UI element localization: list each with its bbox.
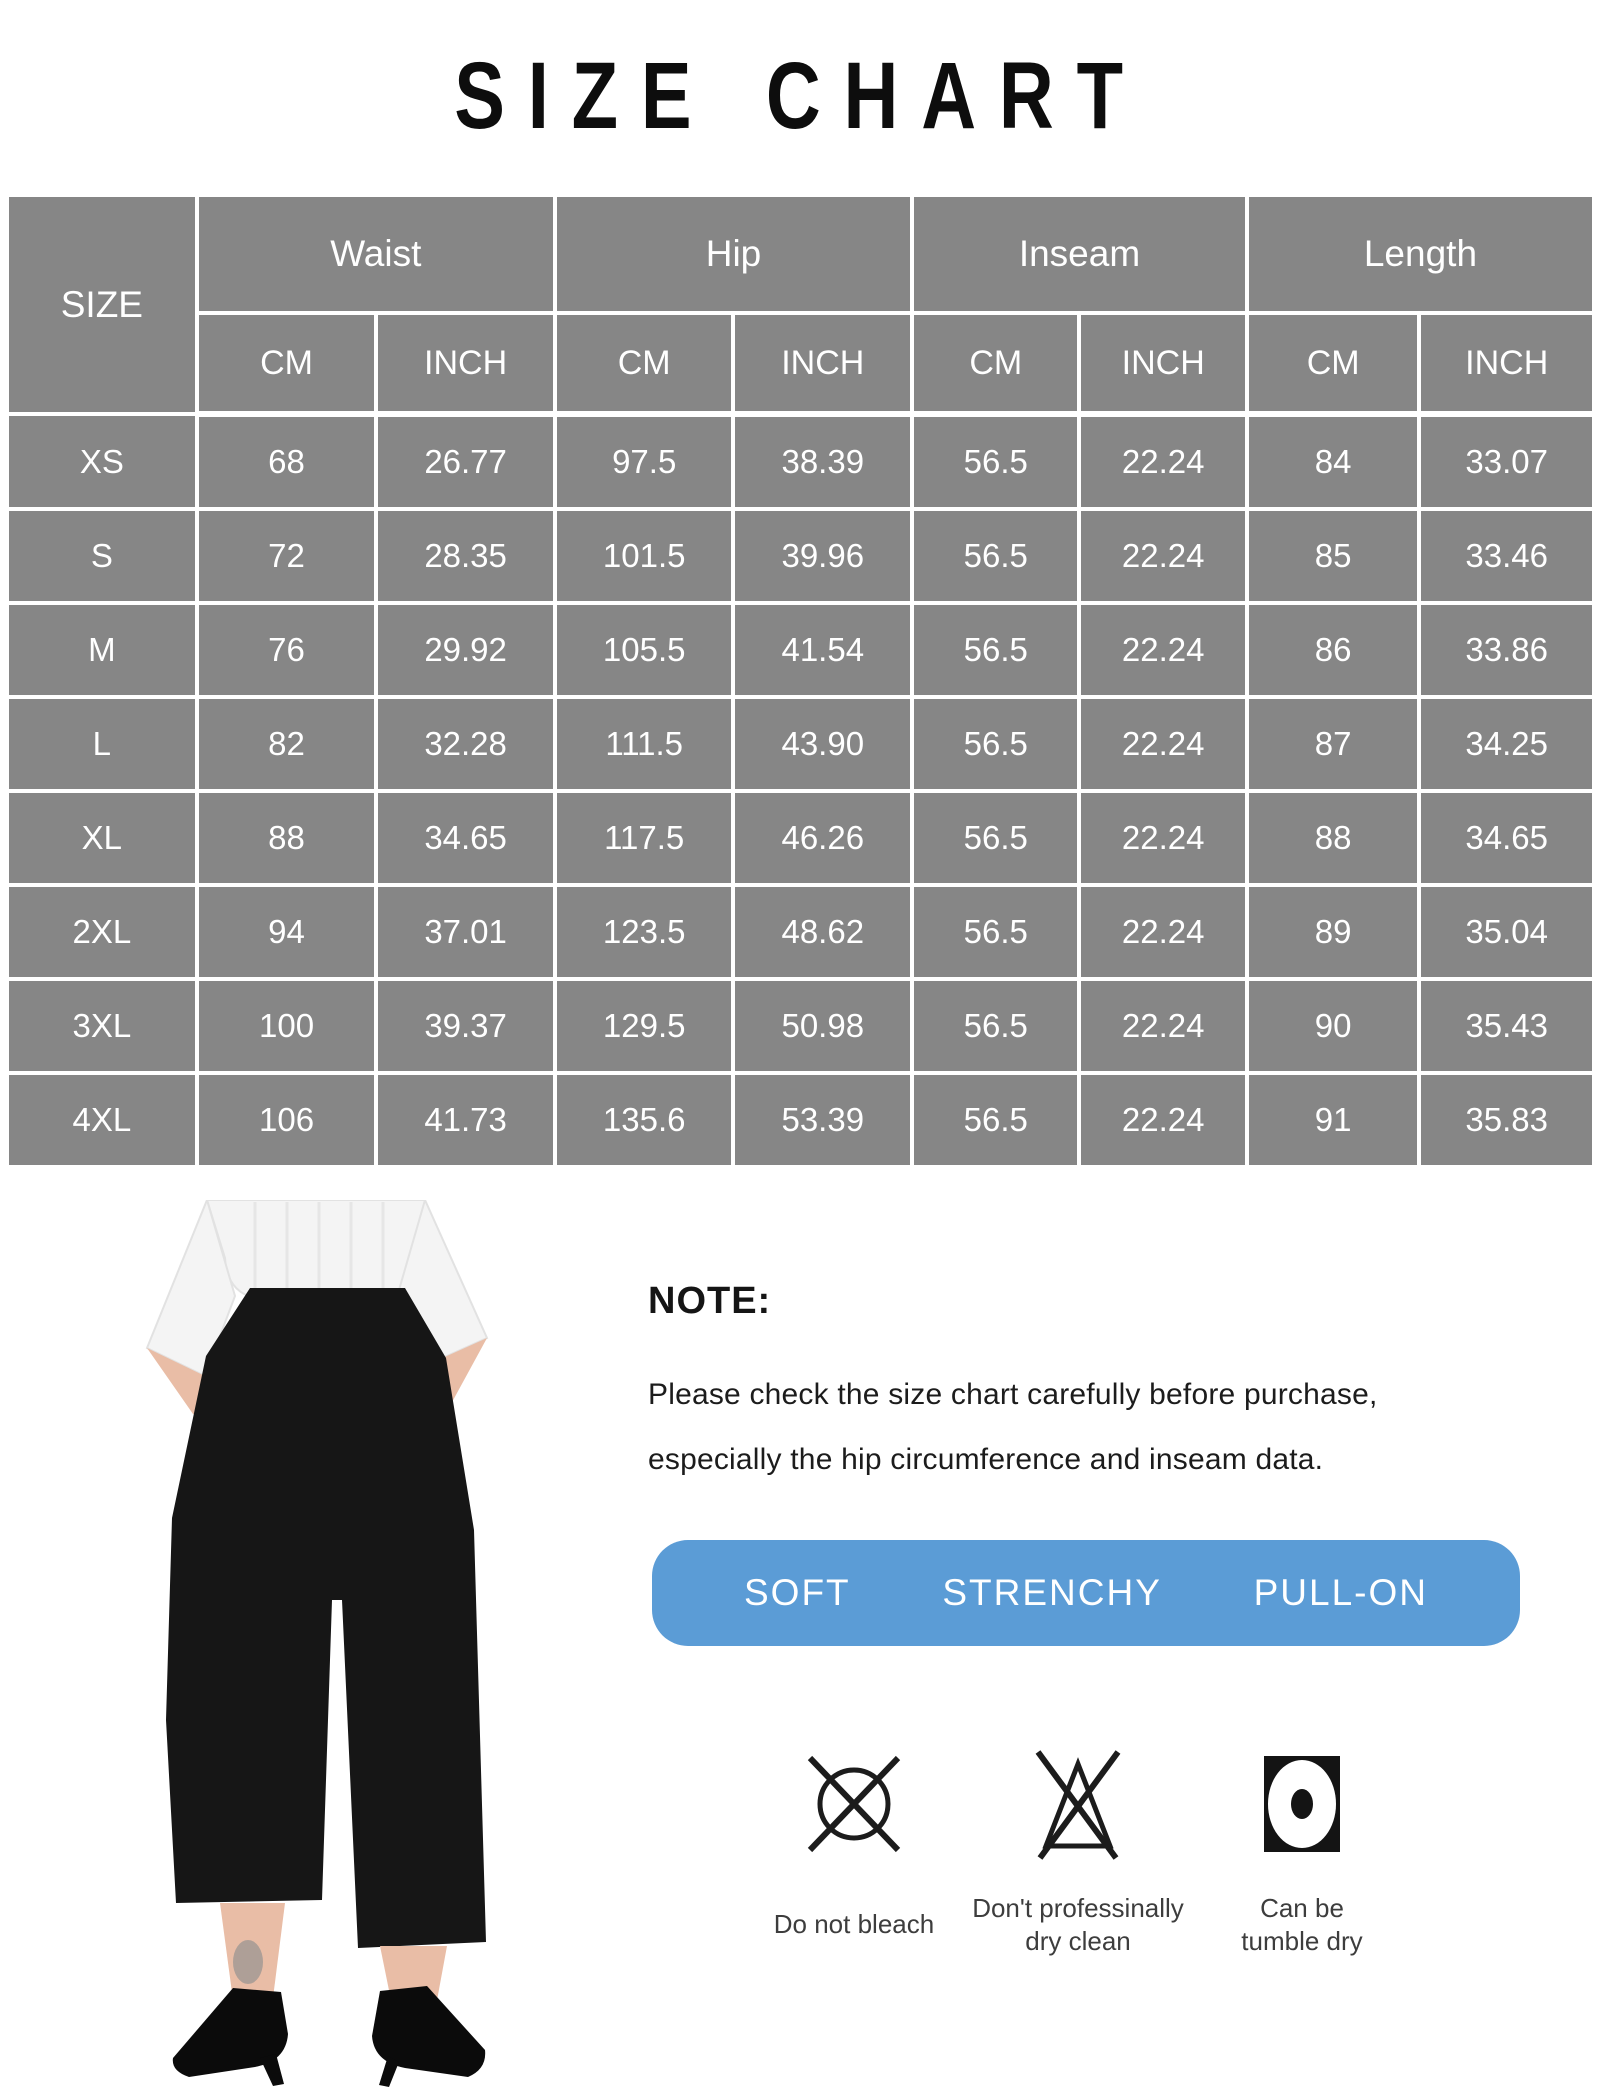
care-item-dry-clean <box>966 1742 1190 1958</box>
value-cell: 56.5 <box>912 603 1079 697</box>
value-cell: 123.5 <box>555 885 734 979</box>
value-cell: 22.24 <box>1079 885 1246 979</box>
black-culottes-pants <box>166 1288 486 1948</box>
care-caption-line: tumble dry <box>1241 1926 1363 1956</box>
model-photo <box>55 1200 555 2090</box>
value-cell: 33.07 <box>1419 414 1592 509</box>
care-instructions-row <box>742 1742 1414 1958</box>
care-caption-line: Don't professinally <box>972 1893 1184 1923</box>
group-header-length: Length <box>1247 197 1592 313</box>
value-cell: 38.39 <box>733 414 912 509</box>
value-cell: 76 <box>197 603 377 697</box>
care-caption-line: Do not bleach <box>773 1909 935 1939</box>
unit-header: CM <box>555 313 734 414</box>
value-cell: 56.5 <box>912 885 1079 979</box>
black-heels <box>173 1986 485 2087</box>
unit-header: INCH <box>1079 313 1246 414</box>
size-cell: L <box>9 697 197 791</box>
value-cell: 35.04 <box>1419 885 1592 979</box>
value-cell: 41.73 <box>376 1073 555 1165</box>
group-header-hip: Hip <box>555 197 912 313</box>
table-unit-header-row <box>9 313 1592 414</box>
value-cell: 35.43 <box>1419 979 1592 1073</box>
feature-label-soft: SOFT <box>744 1572 851 1613</box>
value-cell: 32.28 <box>376 697 555 791</box>
value-cell: 129.5 <box>555 979 734 1073</box>
care-caption-line: dry clean <box>1025 1926 1131 1956</box>
table-row-xl <box>9 791 1592 885</box>
value-cell: 26.77 <box>376 414 555 509</box>
value-cell: 85 <box>1247 509 1420 603</box>
value-cell: 94 <box>197 885 377 979</box>
note-text-line2: especially the hip circumference and inseam data. <box>648 1443 1324 1476</box>
table-row-m <box>9 603 1592 697</box>
size-cell: 4XL <box>9 1073 197 1165</box>
size-cell: XL <box>9 791 197 885</box>
unit-header: INCH <box>733 313 912 414</box>
size-chart-table <box>9 197 1592 1165</box>
ankle-tattoo <box>233 1940 263 1984</box>
value-cell: 46.26 <box>733 791 912 885</box>
unit-header: INCH <box>1419 313 1592 414</box>
group-header-waist: Waist <box>197 197 555 313</box>
unit-header: INCH <box>376 313 555 414</box>
value-cell: 39.37 <box>376 979 555 1073</box>
feature-label-strenchy: STRENCHY <box>942 1572 1162 1613</box>
value-cell: 56.5 <box>912 509 1079 603</box>
value-cell: 135.6 <box>555 1073 734 1165</box>
value-cell: 117.5 <box>555 791 734 885</box>
value-cell: 41.54 <box>733 603 912 697</box>
value-cell: 39.96 <box>733 509 912 603</box>
tumble-dry-icon <box>1240 1742 1364 1866</box>
table-group-header-row <box>9 197 1592 313</box>
group-header-inseam: Inseam <box>912 197 1247 313</box>
value-cell: 89 <box>1247 885 1420 979</box>
value-cell: 111.5 <box>555 697 734 791</box>
value-cell: 72 <box>197 509 377 603</box>
care-item-bleach <box>742 1742 966 1958</box>
no-dry-clean-icon <box>1016 1742 1140 1866</box>
value-cell: 28.35 <box>376 509 555 603</box>
value-cell: 101.5 <box>555 509 734 603</box>
table-row-3xl <box>9 979 1592 1073</box>
value-cell: 91 <box>1247 1073 1420 1165</box>
table-row-xs <box>9 414 1592 509</box>
value-cell: 48.62 <box>733 885 912 979</box>
table-row-s <box>9 509 1592 603</box>
value-cell: 84 <box>1247 414 1420 509</box>
note-heading: NOTE: <box>648 1280 772 1322</box>
value-cell: 33.46 <box>1419 509 1592 603</box>
do-not-bleach-icon <box>792 1742 916 1866</box>
value-cell: 90 <box>1247 979 1420 1073</box>
value-cell: 22.24 <box>1079 1073 1246 1165</box>
care-caption-line: Can be <box>1260 1893 1344 1923</box>
value-cell: 56.5 <box>912 979 1079 1073</box>
value-cell: 87 <box>1247 697 1420 791</box>
value-cell: 34.25 <box>1419 697 1592 791</box>
value-cell: 29.92 <box>376 603 555 697</box>
value-cell: 106 <box>197 1073 377 1165</box>
value-cell: 53.39 <box>733 1073 912 1165</box>
value-cell: 22.24 <box>1079 509 1246 603</box>
size-cell: S <box>9 509 197 603</box>
unit-header: CM <box>912 313 1079 414</box>
feature-label-pull-on: PULL-ON <box>1253 1572 1428 1613</box>
value-cell: 22.24 <box>1079 603 1246 697</box>
value-cell: 22.24 <box>1079 791 1246 885</box>
value-cell: 68 <box>197 414 377 509</box>
unit-header: CM <box>1247 313 1420 414</box>
value-cell: 33.86 <box>1419 603 1592 697</box>
care-item-tumble-dry <box>1190 1742 1414 1958</box>
unit-header: CM <box>197 313 377 414</box>
value-cell: 86 <box>1247 603 1420 697</box>
feature-pill <box>652 1540 1520 1646</box>
value-cell: 97.5 <box>555 414 734 509</box>
value-cell: 105.5 <box>555 603 734 697</box>
note-text-line1: Please check the size chart carefully before purchase, <box>648 1378 1378 1411</box>
size-corner-header: SIZE <box>9 197 197 414</box>
size-cell: XS <box>9 414 197 509</box>
value-cell: 82 <box>197 697 377 791</box>
table-row-l <box>9 697 1592 791</box>
value-cell: 50.98 <box>733 979 912 1073</box>
value-cell: 37.01 <box>376 885 555 979</box>
value-cell: 34.65 <box>1419 791 1592 885</box>
value-cell: 56.5 <box>912 791 1079 885</box>
value-cell: 22.24 <box>1079 414 1246 509</box>
table-row-4xl <box>9 1073 1592 1165</box>
value-cell: 88 <box>1247 791 1420 885</box>
value-cell: 22.24 <box>1079 979 1246 1073</box>
value-cell: 35.83 <box>1419 1073 1592 1165</box>
value-cell: 56.5 <box>912 414 1079 509</box>
size-cell: 3XL <box>9 979 197 1073</box>
value-cell: 56.5 <box>912 697 1079 791</box>
value-cell: 100 <box>197 979 377 1073</box>
value-cell: 34.65 <box>376 791 555 885</box>
table-row-2xl <box>9 885 1592 979</box>
value-cell: 22.24 <box>1079 697 1246 791</box>
size-cell: 2XL <box>9 885 197 979</box>
page-title: SIZE CHART <box>454 43 1146 149</box>
value-cell: 43.90 <box>733 697 912 791</box>
value-cell: 56.5 <box>912 1073 1079 1165</box>
size-cell: M <box>9 603 197 697</box>
value-cell: 88 <box>197 791 377 885</box>
